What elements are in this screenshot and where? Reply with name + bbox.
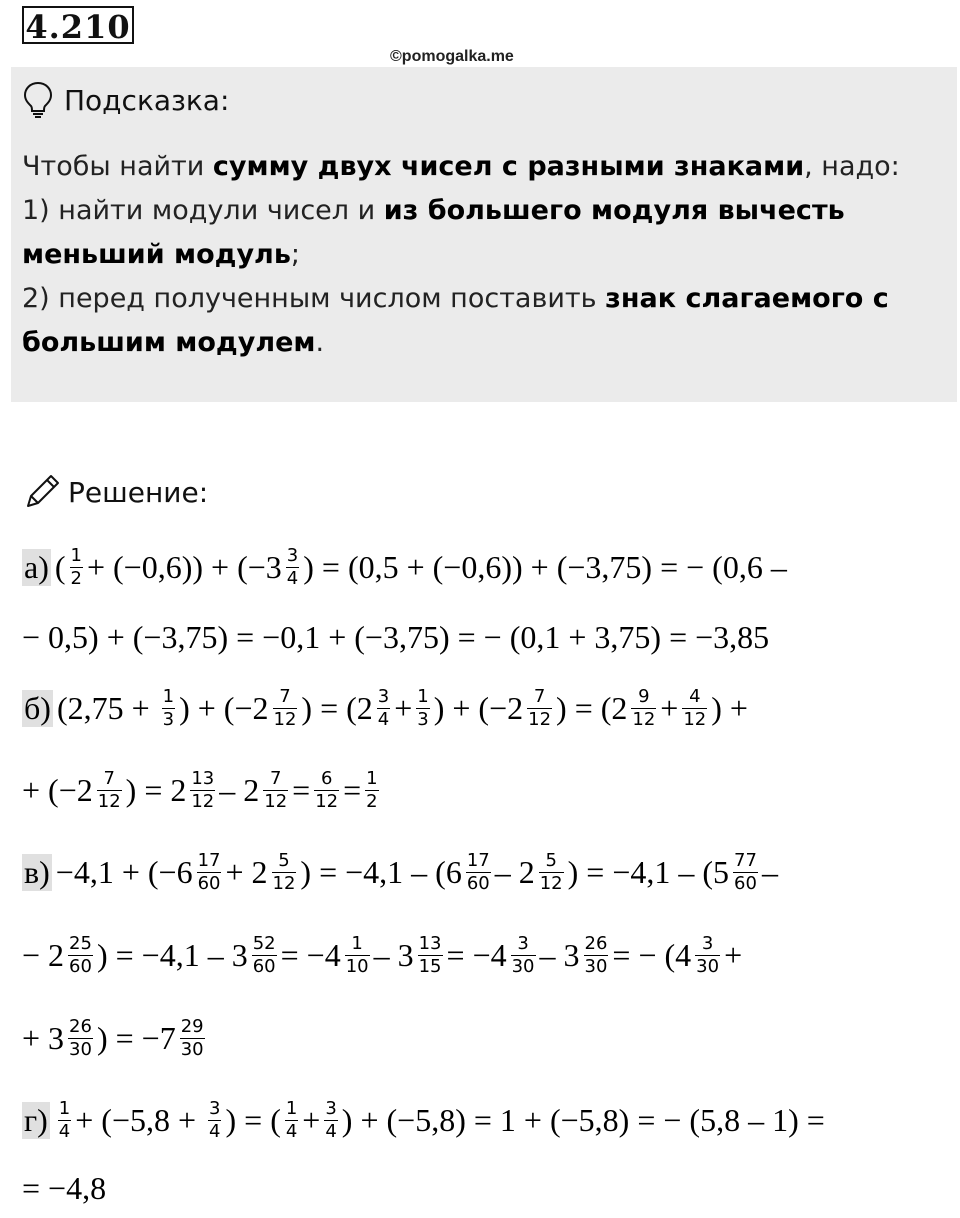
math-line-g2: = −4,8	[22, 1169, 107, 1206]
math-line-g1: г) $\frac{1}{4}$ + (−5,8 + $\frac{3}{4}$ ) = ( $\frac{1}{4}$ + $\frac{3}{4}$ ) + (−5,8) = 1 + (−5,8) = − (5,8 – 1) =	[24, 1097, 825, 1142]
hint-title: Подсказка:	[64, 83, 230, 117]
hint-text: Чтобы найти сумму двух чисел с разными знаками, надо: 1) найти модули чисел и из большего модуля вычесть меньший модуль; 2) перед полученным числом поставить знак слагаемого с большим модулем.	[22, 151, 900, 358]
math-line-b1: б) (2,75 + $\frac{1}{3}$ ) + (−2 $\frac{7}{12}$ ) = (2 $\frac{3}{4}$ + $\frac{1}{3}$ ) + (−2 $\frac{7}{12}$ ) = (2 $\frac{9}{12}$ + $\frac{4}{12}$ ) +	[24, 685, 748, 730]
math-line-v3: + 3 $\frac{26}{30}$ ) = −7 $\frac{29}{30}$	[22, 1015, 204, 1060]
solution-header	[22, 470, 208, 514]
math-line-v1: в) −4,1 + (−6 $\frac{17}{60}$ + 2 $\frac{5}{12}$ ) = −4,1 – (6 $\frac{17}{60}$ – 2 $\frac{5}{12}$ ) = −4,1 – (5 $\frac{77}{60}$ –	[24, 849, 778, 894]
math-line-a1: а) ( $\frac{1}{2}$ + (−0,6)) + (−3 $\frac{3}{4}$ ) = (0,5 + (−0,6)) + (−3,75) = − (0,6 –	[24, 544, 787, 589]
solution-title: Решение:	[68, 475, 209, 509]
part-label-b: б)	[24, 689, 51, 726]
hint-header	[22, 80, 229, 120]
math-line-a2: − 0,5) + (−3,75) = −0,1 + (−3,75) = − (0,1 + 3,75) = −3,85	[22, 618, 770, 655]
lightbulb-icon	[22, 81, 54, 119]
part-label-g: г)	[24, 1101, 48, 1138]
watermark: ©pomogalka.me	[390, 48, 514, 65]
part-label-v: в)	[24, 853, 50, 890]
part-label-a: а)	[24, 548, 49, 585]
math-line-v2: − 2 $\frac{25}{60}$ ) = −4,1 – 3 $\frac{52}{60}$ = −4 $\frac{1}{10}$ – 3 $\frac{13}{15}$ = −4 $\frac{3}{30}$ – 3 $\frac{26}{30}$ = − (4 $\frac{3}{30}$ +	[22, 932, 743, 977]
pencil-icon	[22, 472, 62, 512]
math-line-b2: + (−2 $\frac{7}{12}$ ) = 2 $\frac{13}{12}$ – 2 $\frac{7}{12}$ = $\frac{6}{12}$ = $\frac{1}{2}$	[22, 767, 378, 812]
problem-number: 4.210	[22, 6, 134, 44]
